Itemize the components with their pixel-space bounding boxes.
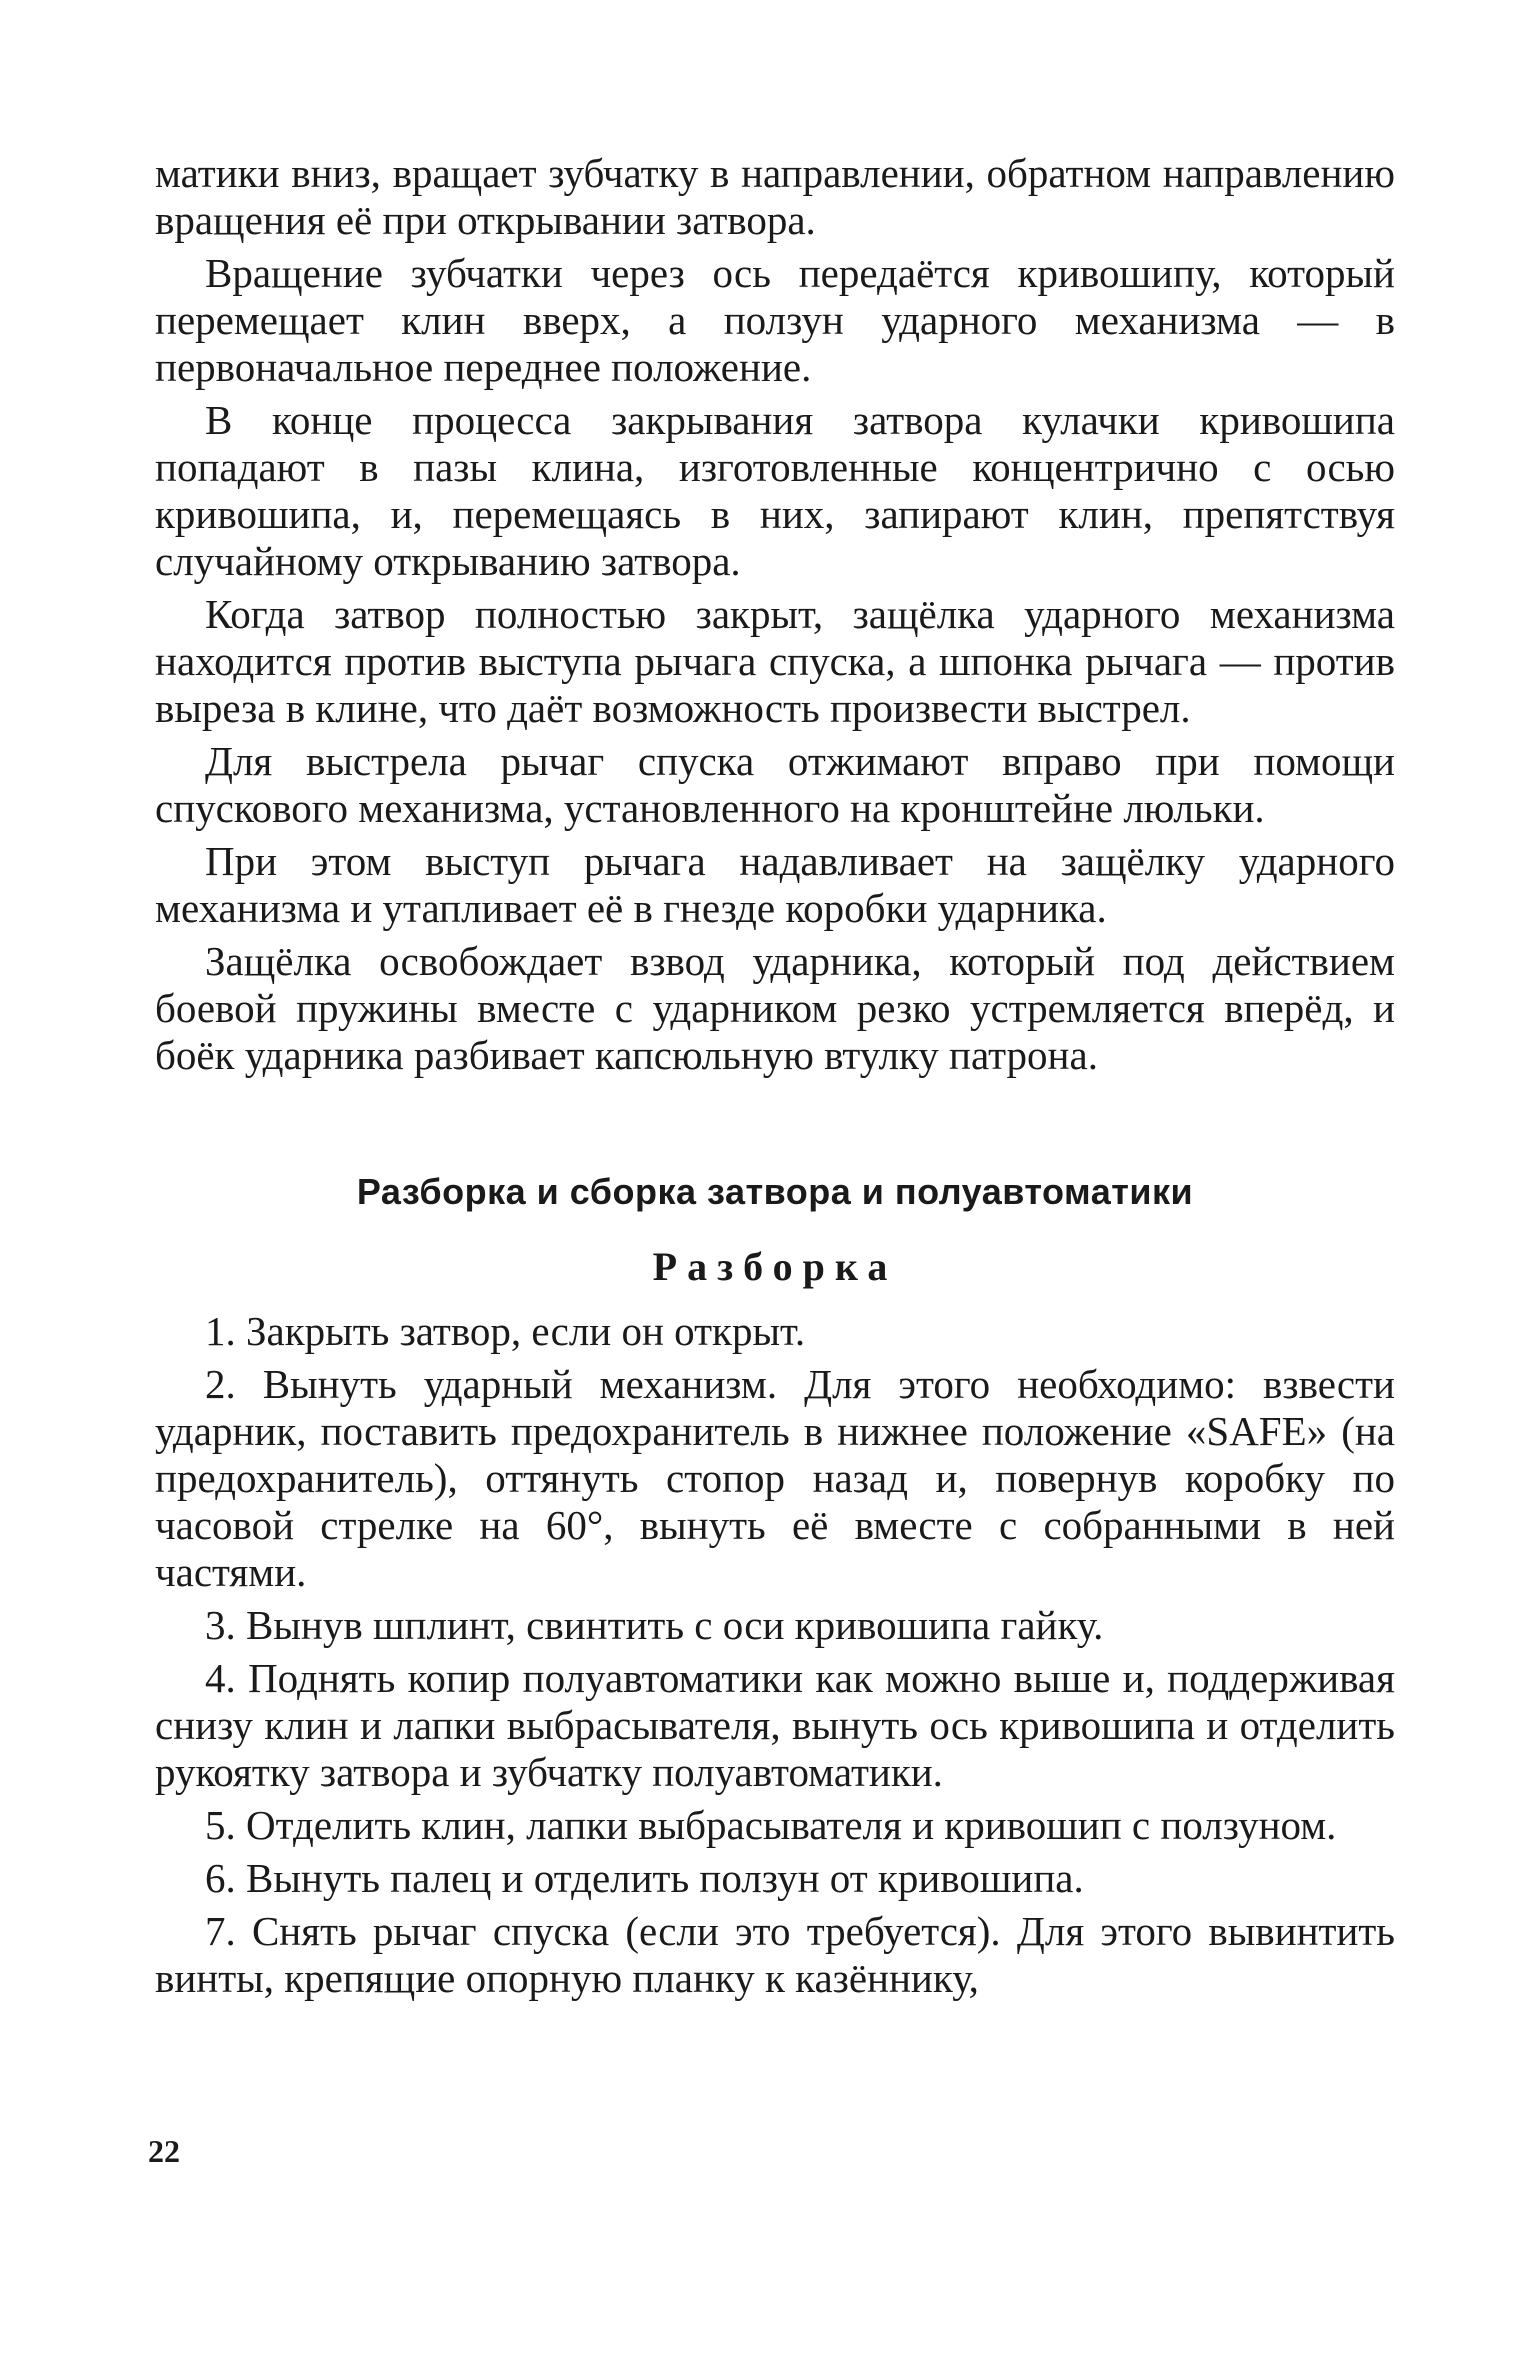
list-item: 2. Вынуть ударный механизм. Для этого необходимо: взвести ударник, поставить предохранитель в нижнее положение «SAFE» (на предохранитель), оттянуть стопор назад и, повернув коробку по часовой стрелке на 60°, вынуть её вместе с собранными в ней частями.: [155, 1361, 1395, 1595]
paragraph: При этом выступ рычага надавливает на защёлку ударного механизма и утапливает её в гнезде коробки ударника.: [155, 838, 1395, 931]
page-content: [155, 150, 1395, 2008]
list-item: 1. Закрыть затвор, если он открыт.: [205, 1308, 806, 1354]
disassembly-steps-list: [155, 1308, 1395, 2002]
paragraph: Вращение зубчатки через ось передаётся кривошипу, который перемещает клин вверх, а ползун ударного механизма — в первоначальное переднее положение.: [155, 250, 1395, 390]
paragraph: Когда затвор полностью закрыт, защёлка ударного механизма находится против выступа рычага спуска, а шпонка рычага — против выреза в клине, что даёт возможность произвести выстрел.: [155, 591, 1395, 731]
paragraph: Защёлка освобождает взвод ударника, который под действием боевой пружины вместе с ударником резко устремляется вперёд, и боёк ударника разбивает капсюльную втулку патрона.: [155, 938, 1395, 1078]
list-item: 3. Вынув шплинт, свинтить с оси кривошипа гайку.: [205, 1602, 1104, 1648]
list-item: 7. Снять рычаг спуска (если это требуется). Для этого вывинтить винты, крепящие опорную планку к казённику,: [155, 1908, 1395, 2001]
section-subtitle: Разборка: [652, 1244, 898, 1289]
paragraph: Для выстрела рычаг спуска отжимают вправо при помощи спускового механизма, установленного на кронштейне люльки.: [155, 738, 1395, 831]
list-item: 6. Вынуть палец и отделить ползун от кривошипа.: [205, 1855, 1084, 1901]
page-number: 22: [148, 2133, 180, 2169]
paragraph-continuation: матики вниз, вращает зубчатку в направлении, обратном направлению вращения её при открывании затвора.: [155, 150, 1395, 243]
list-item: 5. Отделить клин, лапки выбрасывателя и кривошип с ползуном.: [205, 1802, 1337, 1848]
paragraph: В конце процесса закрывания затвора кулачки кривошипа попадают в пазы клина, изготовленные концентрично с осью кривошипа, и, перемещаясь в них, запирают клин, препятствуя случайному открыванию затвора.: [155, 397, 1395, 584]
list-item: 4. Поднять копир полуавтоматики как можно выше и, поддерживая снизу клин и лапки выбрасывателя, вынуть ось кривошипа и отделить рукоятку затвора и зубчатку полуавтоматики.: [155, 1655, 1395, 1795]
section-title: Разборка и сборка затвора и полуавтоматики: [356, 1171, 1194, 1212]
